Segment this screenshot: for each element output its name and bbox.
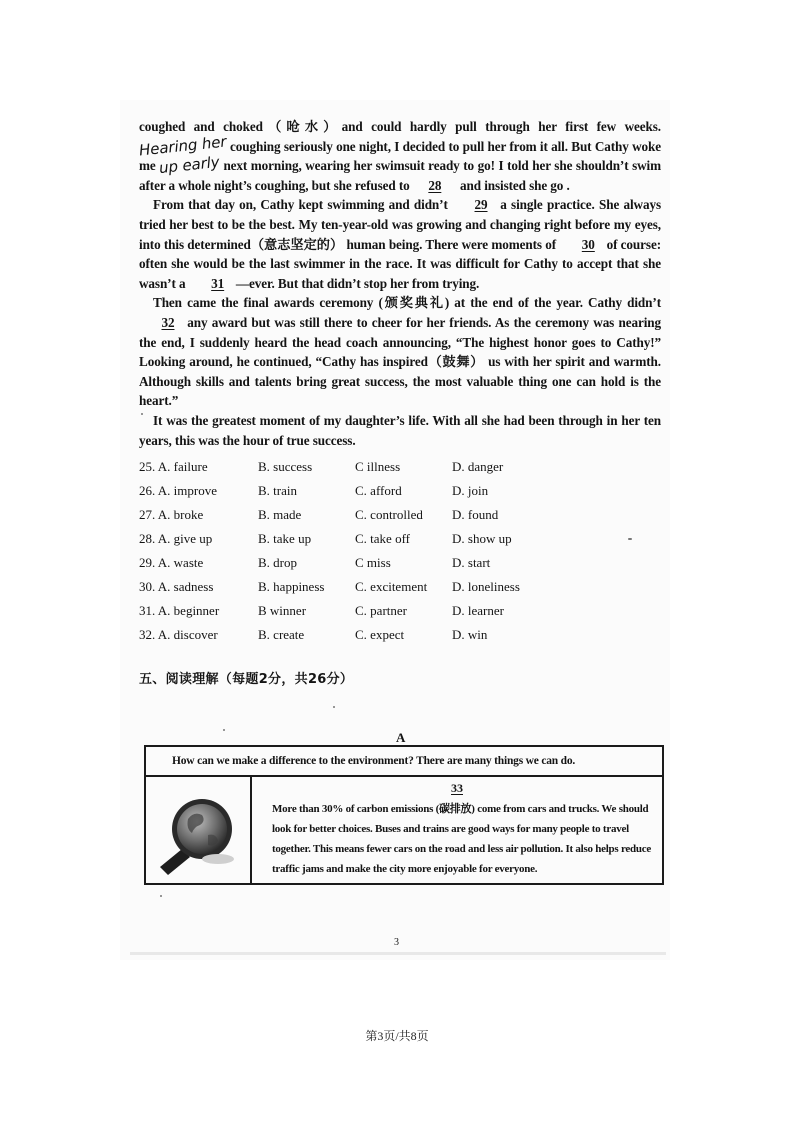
passage-text: coughing seriously one night, I decided to pull her from it all. But Cathy woke me: [139, 138, 661, 174]
option-b: B winner: [258, 603, 307, 618]
option-a: 30. A. sadness: [139, 579, 214, 594]
option-row-26: [139, 479, 552, 503]
page-bottom-rule: [130, 952, 666, 955]
blank-29: 29: [474, 197, 488, 213]
option-c: C miss: [355, 555, 391, 570]
option-a: 26. A. improve: [139, 483, 217, 498]
reading-a-box: [144, 745, 664, 885]
option-c: C. controlled: [355, 507, 423, 522]
option-c: C. take off: [355, 531, 410, 546]
passage-text: It was the greatest moment of my daughter’s life. With all she had been through in her ten years, this was the hour of true success.: [139, 412, 661, 448]
option-b: B. create: [258, 627, 305, 642]
scan-speck: [333, 706, 335, 708]
scan-speck: [160, 895, 162, 897]
option-d: D. win: [452, 627, 488, 642]
option-d: D. loneliness: [452, 579, 520, 594]
option-row-30: [139, 575, 552, 599]
scan-speck: [141, 413, 143, 415]
passage-text: next morning, wearing her swimsuit ready to go! I told her she shouldn’t swim after a whole night’s coughing, but she refused to: [139, 158, 661, 193]
section-heading: 五、阅读理解（每题2分，共26分）: [139, 672, 354, 687]
passage-text: of course: often she would be the last swimmer in the race. It was difficult for Cathy to accept that she wasn’t a: [139, 236, 661, 291]
passage-paragraph-3: [139, 293, 661, 411]
blank-30: 30: [581, 236, 595, 252]
option-row-31: [139, 599, 552, 623]
passage-text: and insisted she go .: [460, 177, 570, 193]
passage-paragraph-2: [139, 195, 661, 293]
option-d: D. danger: [452, 459, 504, 474]
reading-a-text: More than 30% of carbon emissions (碳排放) come from cars and trucks. We should look for better choices. Buses and trains are good ways for many people to travel together. This means fewer cars on the road and less air pollution. It also helps reduce traffic jams and make the city more enjoyable for everyone.: [272, 803, 652, 875]
blank-31: 31: [211, 275, 225, 291]
box-header: How can we make a difference to the environment? There are many things we can do.: [146, 747, 662, 777]
box-divider: [250, 777, 252, 885]
option-d: D. learner: [452, 603, 504, 618]
passage-paragraph-4: [139, 411, 661, 450]
answer-options: [139, 455, 552, 647]
option-a: 29. A. waste: [139, 555, 204, 570]
magnifying-glass-globe-icon: [152, 789, 244, 877]
page-footer: 第3页/共8页: [365, 1029, 429, 1043]
handwriting-annotation: up early: [158, 153, 221, 178]
option-a: 27. A. broke: [139, 507, 204, 522]
option-c: C. expect: [355, 627, 405, 642]
passage-text: From that day on, Cathy kept swimming and didn’t: [153, 197, 448, 213]
option-row-25: [139, 455, 552, 479]
blank-28: 28: [428, 177, 442, 193]
option-b: B. train: [258, 483, 297, 498]
blank-32: 32: [161, 314, 175, 330]
option-d: D. join: [452, 483, 489, 498]
scan-speck: [223, 729, 225, 731]
passage-text: coughed and choked（呛水）and could hardly pull through her first few weeks.: [139, 119, 661, 134]
passage-text: Then came the final awards ceremony (颁奖典礼) at the end of the year. Cathy didn’t: [153, 295, 661, 311]
option-d: D. start: [452, 555, 491, 570]
option-row-28: [139, 527, 552, 551]
option-a: 31. A. beginner: [139, 603, 220, 618]
option-a: 28. A. give up: [139, 531, 213, 546]
option-row-32: [139, 623, 552, 647]
option-a: 32. A. discover: [139, 627, 218, 642]
option-d: D. show up: [452, 531, 512, 546]
option-a: 25. A. failure: [139, 459, 208, 474]
option-b: B. take up: [258, 531, 312, 546]
option-b: B. success: [258, 459, 313, 474]
passage-letter: A: [396, 730, 406, 745]
blank-33: 33: [451, 781, 463, 795]
option-row-27: [139, 503, 552, 527]
box-body: [146, 777, 662, 885]
option-c: C. excitement: [355, 579, 428, 594]
scan-speck: [628, 538, 632, 540]
passage-text: any award but was still there to cheer for her friends. As the ceremony was nearing the end, I suddenly heard the head coach announcing, “The highest honor goes to Cathy!” Looking around, he continued, “Cathy has inspired（鼓舞） us with her spirit and warmth. Although skills and talents bring great success, the most valuable thing one can hold is the heart.”: [139, 314, 661, 409]
option-b: B. happiness: [258, 579, 325, 594]
handwriting-annotation: Hearing her: [138, 132, 228, 160]
option-row-29: [139, 551, 552, 575]
option-b: B. drop: [258, 555, 297, 570]
option-c: C illness: [355, 459, 401, 474]
page-number: 3: [394, 937, 399, 948]
option-d: D. found: [452, 507, 499, 522]
passage-text: —ever. But that didn’t stop her from trying.: [235, 275, 480, 291]
cloze-passage: [139, 117, 661, 450]
passage-paragraph-1: [139, 117, 661, 195]
option-c: C. partner: [355, 603, 407, 618]
passage-text: a single practice. She always tried her best to be the best. My ten-year-old was growing and changing right before my eyes, into this determined（意志坚定的） human being. There were moments of: [139, 197, 661, 252]
option-c: C. afford: [355, 483, 402, 498]
option-b: B. made: [258, 507, 302, 522]
